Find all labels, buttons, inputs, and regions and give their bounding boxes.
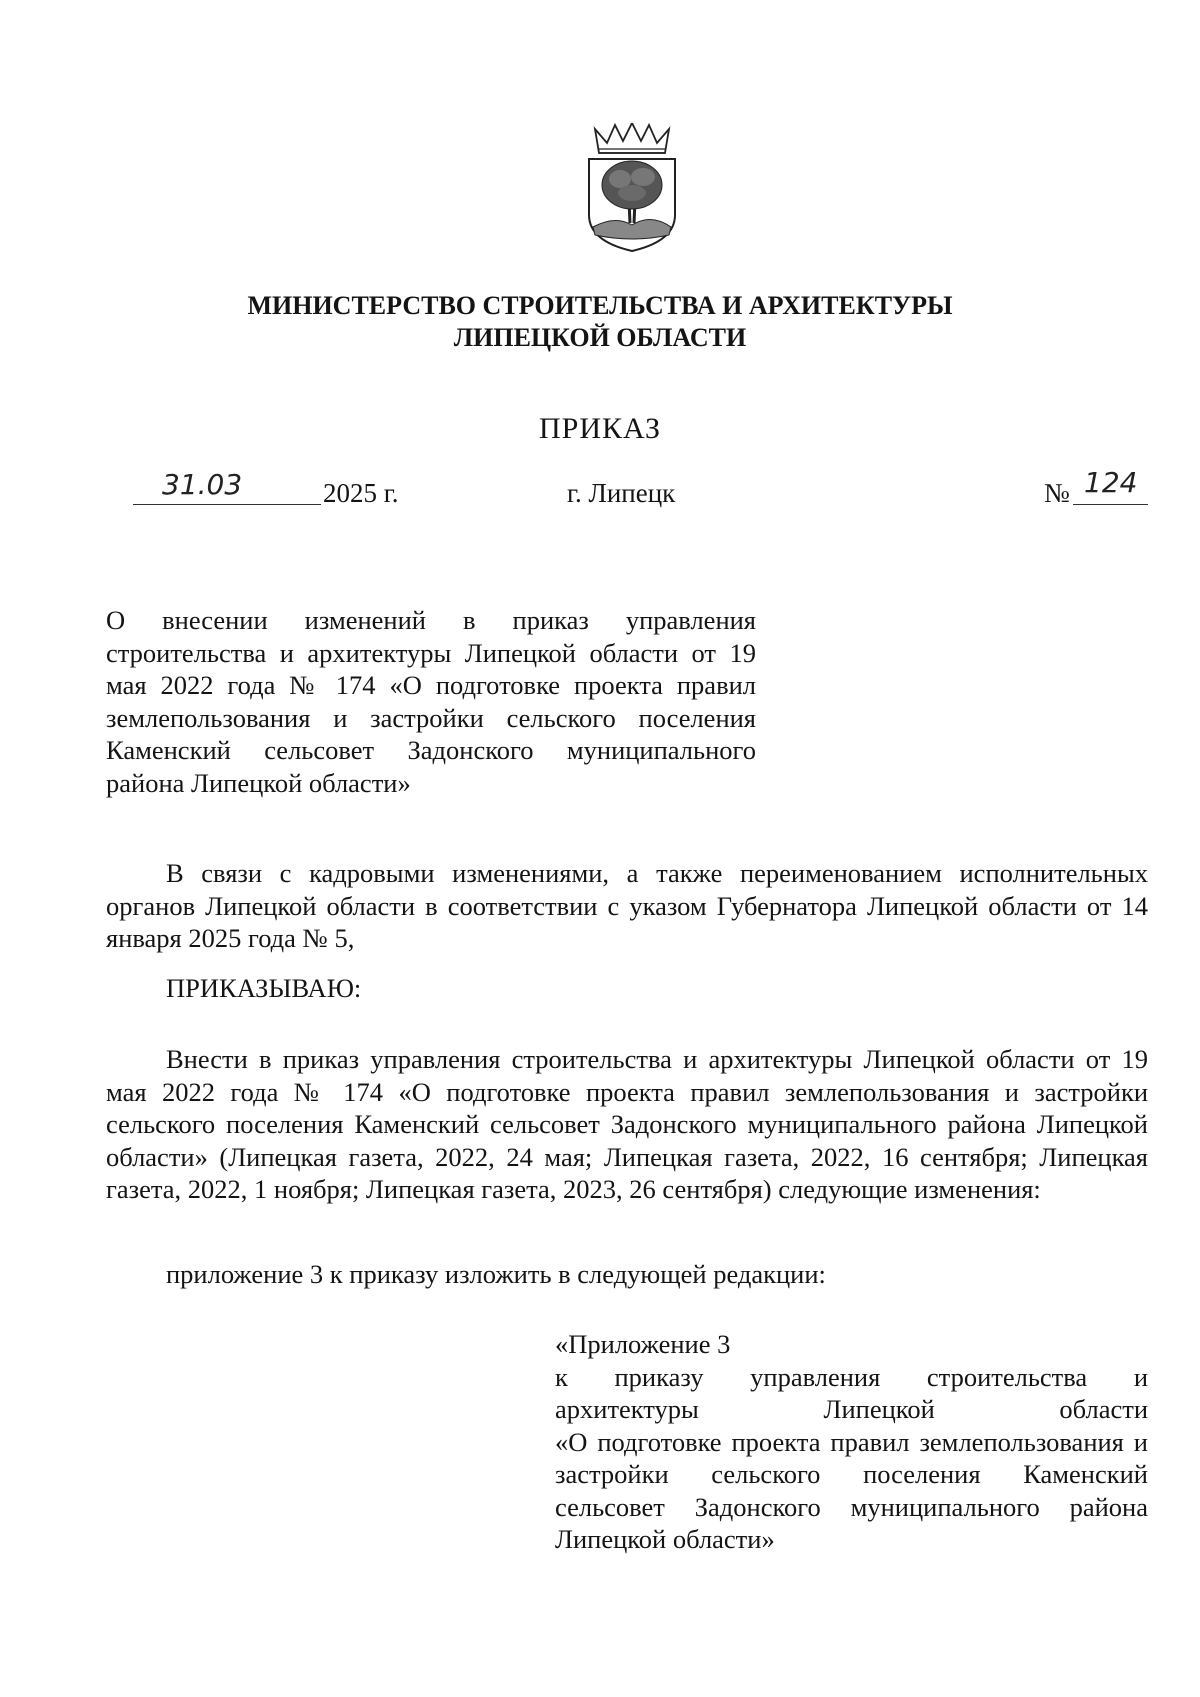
order-city: г. Липецк <box>567 478 676 508</box>
ministry-title-line1: МИНИСТЕРСТВО СТРОИТЕЛЬСТВА И АРХИТЕКТУРЫ <box>247 291 953 320</box>
amendment-paragraph: Внести в приказ управления строительства и архитектуры Липецкой области от 19 мая 2022 года № 174 «О подготовке проекта правил землепользования и застройки сельского поселения Каменский сельсовет Задонского муниципального района Липецкой области» (Липецкая газета, 2022, 24 мая; Липецкая газета, 2022, 16 сентября; Липецкая газета, 2022, 1 ноября; Липецкая газета, 2023, 26 сентября) следующие изменения: <box>106 1044 1148 1204</box>
ministry-title-line2: ЛИПЕЦКОЙ ОБЛАСТИ <box>453 323 747 352</box>
appendix-title: «О подготовке проекта правил землепользования и застройки сельского поселения Каменский сельсовет Задонского муниципального района Липецкой области» <box>555 1426 1148 1554</box>
instruction-paragraph: приложение 3 к приказу изложить в следующей редакции: <box>166 1259 826 1289</box>
handwritten-date: 31.03 <box>162 468 243 501</box>
order-title: ПРИКАЗ <box>539 412 661 445</box>
appendix-line3: архитектуры Липецкой области <box>555 1394 1148 1424</box>
appendix-line2: к приказу управления строительства и <box>555 1361 1148 1392</box>
handwritten-number: 124 <box>1084 466 1138 499</box>
number-label: № <box>1044 478 1070 508</box>
appendix-block <box>555 1328 1148 1556</box>
order-subject: О внесении изменений в приказ управления строительства и архитектуры Липецкой области от 19 мая 2022 года № 174 «О подготовке проекта правил землепользования и застройки сельского поселения Каменский сельсовет Задонского муниципального района Липецкой области» <box>106 605 756 798</box>
coat-of-arms-icon <box>585 123 679 255</box>
appendix-line1: «Приложение 3 <box>555 1329 731 1359</box>
ministry-title <box>0 290 1200 354</box>
reason-paragraph: В связи с кадровыми изменениями, а также переименованием исполнительных органов Липецкой области в соответствии с указом Губернатора Липецкой области от 14 января 2025 года № 5, <box>106 858 1148 953</box>
order-directive: ПРИКАЗЫВАЮ: <box>166 973 362 1003</box>
order-year: 2025 г. <box>323 478 399 508</box>
